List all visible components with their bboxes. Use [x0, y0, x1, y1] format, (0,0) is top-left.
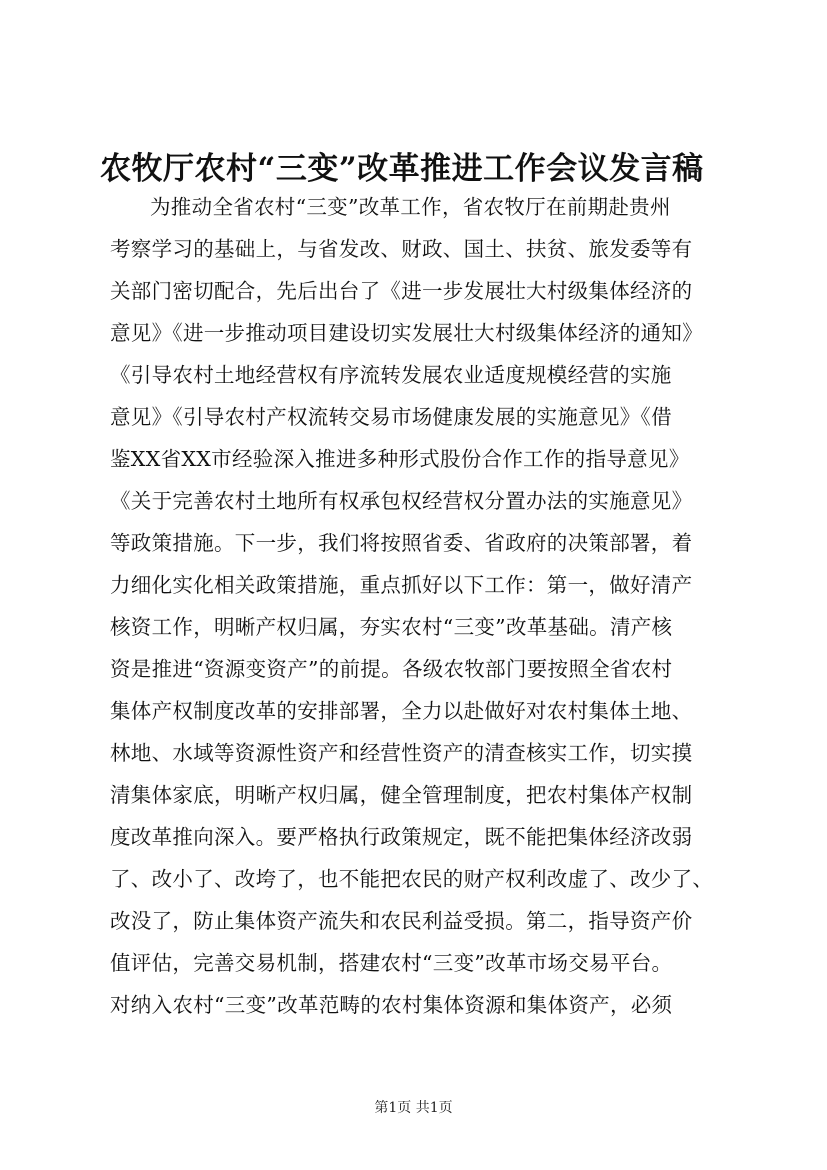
body-line: 《引导农村土地经营权有序流转发展农业适度规模经营的实施	[110, 363, 672, 387]
body-line: 核资工作，明晰产权归属，夯实农村“三变”改革基础。清产核	[110, 615, 673, 639]
body-line: 清集体家底，明晰产权归属，健全管理制度，把农村集体产权制	[110, 783, 693, 807]
body-line: 为推动全省农村“三变”改革工作，省农牧厅在前期赴贵州	[150, 195, 671, 219]
body-line: 鉴XX省XX市经验深入推进多种形式股份合作工作的指导意见》	[110, 447, 690, 471]
body-line: 林地、水域等资源性资产和经营性资产的清查核实工作，切实摸	[110, 741, 693, 765]
body-line: 集体产权制度改革的安排部署，全力以赴做好对农村集体土地、	[110, 699, 693, 723]
body-line: 资是推进“资源变资产”的前提。各级农牧部门要按照全省农村	[110, 657, 673, 681]
body-line: 《关于完善农村土地所有权承包权经营权分置办法的实施意见》	[110, 489, 693, 513]
body-line: 对纳入农村“三变”改革范畴的农村集体资源和集体资产，必须	[110, 993, 673, 1017]
document-body	[110, 186, 770, 1026]
body-line: 度改革推向深入。要严格执行政策规定，既不能把集体经济改弱	[110, 825, 693, 849]
body-line: 等政策措施。下一步，我们将按照省委、省政府的决策部署，着	[110, 531, 693, 555]
body-line: 值评估，完善交易机制，搭建农村“三变”改革市场交易平台。	[110, 951, 673, 975]
document-title: 农牧厅农村“三变”改革推进工作会议发言稿	[100, 151, 704, 187]
page-footer: 第1页 共1页	[374, 1100, 453, 1116]
body-line: 改没了，防止集体资产流失和农民利益受损。第二，指导资产价	[110, 909, 693, 933]
body-line: 力细化实化相关政策措施，重点抓好以下工作：第一，做好清产	[110, 573, 693, 597]
body-line: 意见》《引导农村产权流转交易市场健康发展的实施意见》《借	[110, 405, 672, 429]
body-line: 了、改小了、改垮了，也不能把农民的财产权利改虚了、改少了、	[110, 867, 714, 891]
body-line: 关部门密切配合，先后出台了《进一步发展壮大村级集体经济的	[110, 279, 693, 303]
body-line: 意见》《进一步推动项目建设切实发展壮大村级集体经济的通知》	[110, 321, 703, 345]
body-line: 考察学习的基础上，与省发改、财政、国土、扶贫、旅发委等有	[110, 237, 693, 261]
